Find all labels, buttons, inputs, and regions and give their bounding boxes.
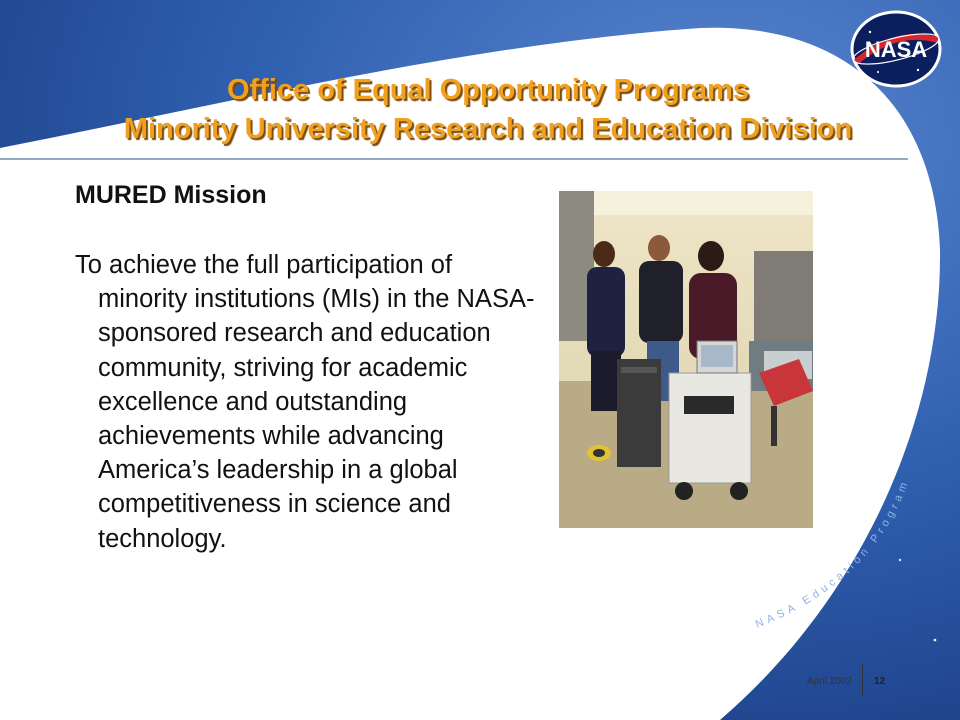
page-number: 12 <box>874 676 886 687</box>
arc-text: NASA Education Program <box>753 477 912 631</box>
footer-separator <box>862 664 863 696</box>
nasa-logo-text: NASA <box>864 37 928 62</box>
mission-heading: MURED Mission <box>75 181 267 209</box>
footer-date: April 2002 <box>806 676 852 687</box>
team-photo <box>559 191 813 528</box>
title-line-2: Minority University Research and Education Division <box>123 113 853 145</box>
mission-text: To achieve the full participation of minority institutions (MIs) in the NASA-sponsored research and education community, striving for academic excellence and outstanding achievements while advancing America’s leadership in a global competitiveness in science and technology. <box>75 251 535 553</box>
title-line-1: Office of Equal Opportunity Programs <box>226 74 750 106</box>
